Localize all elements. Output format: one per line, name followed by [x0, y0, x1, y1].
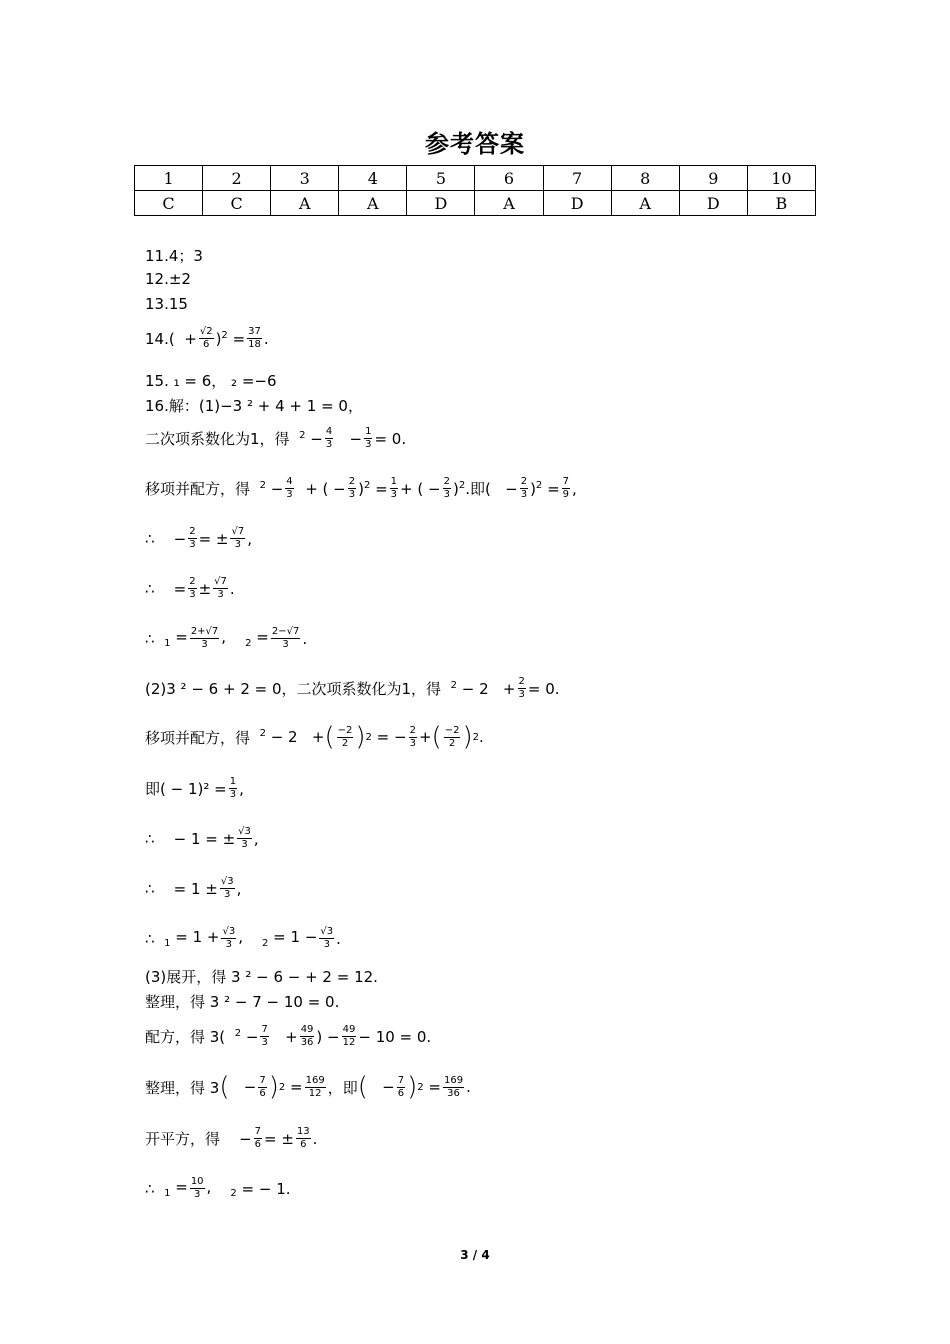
text-span: 移项并配方，得 [145, 480, 251, 498]
solution-line: 二次项系数化为1，得 $^2$ − $\frac{4}{3}$ − $\frac{1}{3}$ = 0. [145, 426, 407, 450]
table-cell: A [339, 191, 407, 216]
solution-line: 即( − 1)² = $\frac{1}{3}$ , [145, 776, 244, 800]
table-cell: 3 [271, 166, 339, 191]
solution-line: (2)3 ² − 6 + 2 = 0，二次项系数化为1，得 $^2$ − 2 + $\frac{2}{3}$ = 0. [145, 676, 560, 700]
solution-line: ∴ $_1$ = 1 + $\frac{√3}{3}$ , $_2$ = 1 − $\frac{√3}{3}$ . [145, 926, 341, 950]
table-cell: 2 [203, 166, 271, 191]
answer-line: 12.±2 [145, 270, 191, 288]
text-span: 整理，得 3 [145, 1078, 220, 1097]
table-cell: 10 [747, 166, 815, 191]
solution-line: ∴ = 1 ± $\frac{√3}{3}$ , [145, 876, 242, 900]
solution-line: 配方，得 3( $^2$ − $\frac{7}{3}$ + $\frac{49}{36}$ ) − $\frac{49}{12}$ − 10 = 0. [145, 1024, 432, 1048]
table-cell: 5 [407, 166, 475, 191]
answer-line: 14.( + $\frac{√2}{6}$ )$^2$ = $\frac{37}{18}$ . [145, 326, 269, 350]
text-span: ∴ [145, 879, 155, 898]
table-cell: C [135, 191, 203, 216]
table-cell: D [543, 191, 611, 216]
table-cell: 8 [611, 166, 679, 191]
text-span: ∴ [145, 929, 155, 948]
text-span: 移项并配方，得 [145, 728, 251, 747]
table-cell: 4 [339, 166, 407, 191]
text-span: 14.( [145, 329, 175, 348]
text-span: (2)3 ² − 6 + 2 = 0，二次项系数化为1，得 [145, 680, 442, 698]
solution-line: 开平方，得 − $\frac{7}{6}$ = ± $\frac{13}{6}$ . [145, 1126, 318, 1150]
table-cell: B [747, 191, 815, 216]
answer-line: 11.4；3 [145, 247, 203, 265]
solution-line: ∴ − $\frac{2}{3}$ = ± $\frac{√7}{3}$ , [145, 526, 252, 550]
table-cell: D [679, 191, 747, 216]
text-span: ∴ [145, 1179, 155, 1198]
table-cell: D [407, 191, 475, 216]
text-span: ∴ [145, 529, 155, 548]
solution-line: 整理，得 3 ² − 7 − 10 = 0. [145, 993, 340, 1011]
answer-table-answer-row [135, 191, 816, 216]
text-span: ∴ [145, 829, 155, 848]
table-cell: A [611, 191, 679, 216]
answer-line: 13.15 [145, 295, 188, 313]
table-cell: C [203, 191, 271, 216]
text-span: ，即 [327, 1078, 358, 1097]
text-span: 配方，得 3( [145, 1028, 226, 1046]
text-span: 二次项系数化为1，得 [145, 430, 290, 448]
table-cell: 7 [543, 166, 611, 191]
answer-line: 16.解：(1)−3 ² + 4 + 1 = 0， [145, 397, 363, 415]
solution-line: ∴ − 1 = ± $\frac{√3}{3}$ , [145, 826, 259, 850]
table-cell: A [271, 191, 339, 216]
solution-line: 移项并配方，得 $^2$ − $\frac{4}{3}$ + ( − $\frac{2}{3}$ )$^2$ = $\frac{1}{3}$ + ( − $\frac{2}{3}$ )$^2$.即( − $\frac{2}{3}$ )$^2$ = $\frac{7}{9}$ , [145, 476, 577, 500]
text-span: 即( − 1)² = [145, 780, 227, 798]
table-cell: 6 [475, 166, 543, 191]
text-span: = − 1. [241, 1179, 291, 1198]
solution-line: 整理，得 3 ( − $\frac{7}{6}$ ) 2 = $\frac{169}{12}$ ，即 ( − $\frac{7}{6}$ ) 2 = $\frac{169}{36}$ . [145, 1072, 471, 1102]
solution-line: ∴ $_1$ = $\frac{10}{3}$ , $_2$ = − 1. [145, 1176, 291, 1200]
answer-table [134, 165, 816, 216]
solution-line: (3)展开，得 3 ² − 6 − + 2 = 12. [145, 968, 378, 986]
page-number: 3 / 4 [460, 1248, 490, 1262]
text-span: ∴ [145, 579, 155, 598]
table-cell: A [475, 191, 543, 216]
text-span: ∴ [145, 629, 155, 648]
page-title: 参考答案 [425, 130, 525, 158]
table-cell: 1 [135, 166, 203, 191]
answer-line: 15. ₁ = 6， ₂ =−6 [145, 372, 277, 390]
table-cell: 9 [679, 166, 747, 191]
solution-line: ∴ = $\frac{2}{3}$ ± $\frac{√7}{3}$ . [145, 576, 235, 600]
text-span: 开平方，得 [145, 1130, 221, 1148]
solution-line: 移项并配方，得 $^2$ − 2 + ( $\frac{-2}{2}$ ) 2 = − $\frac{2}{3}$ + ( $\frac{-2}{2}$ ) 2 . [145, 722, 484, 752]
solution-line: ∴ $_1$ = $\frac{2+√7}{3}$ , $_2$ = $\frac{2-√7}{3}$ . [145, 626, 308, 650]
answer-table-number-row [135, 166, 816, 191]
